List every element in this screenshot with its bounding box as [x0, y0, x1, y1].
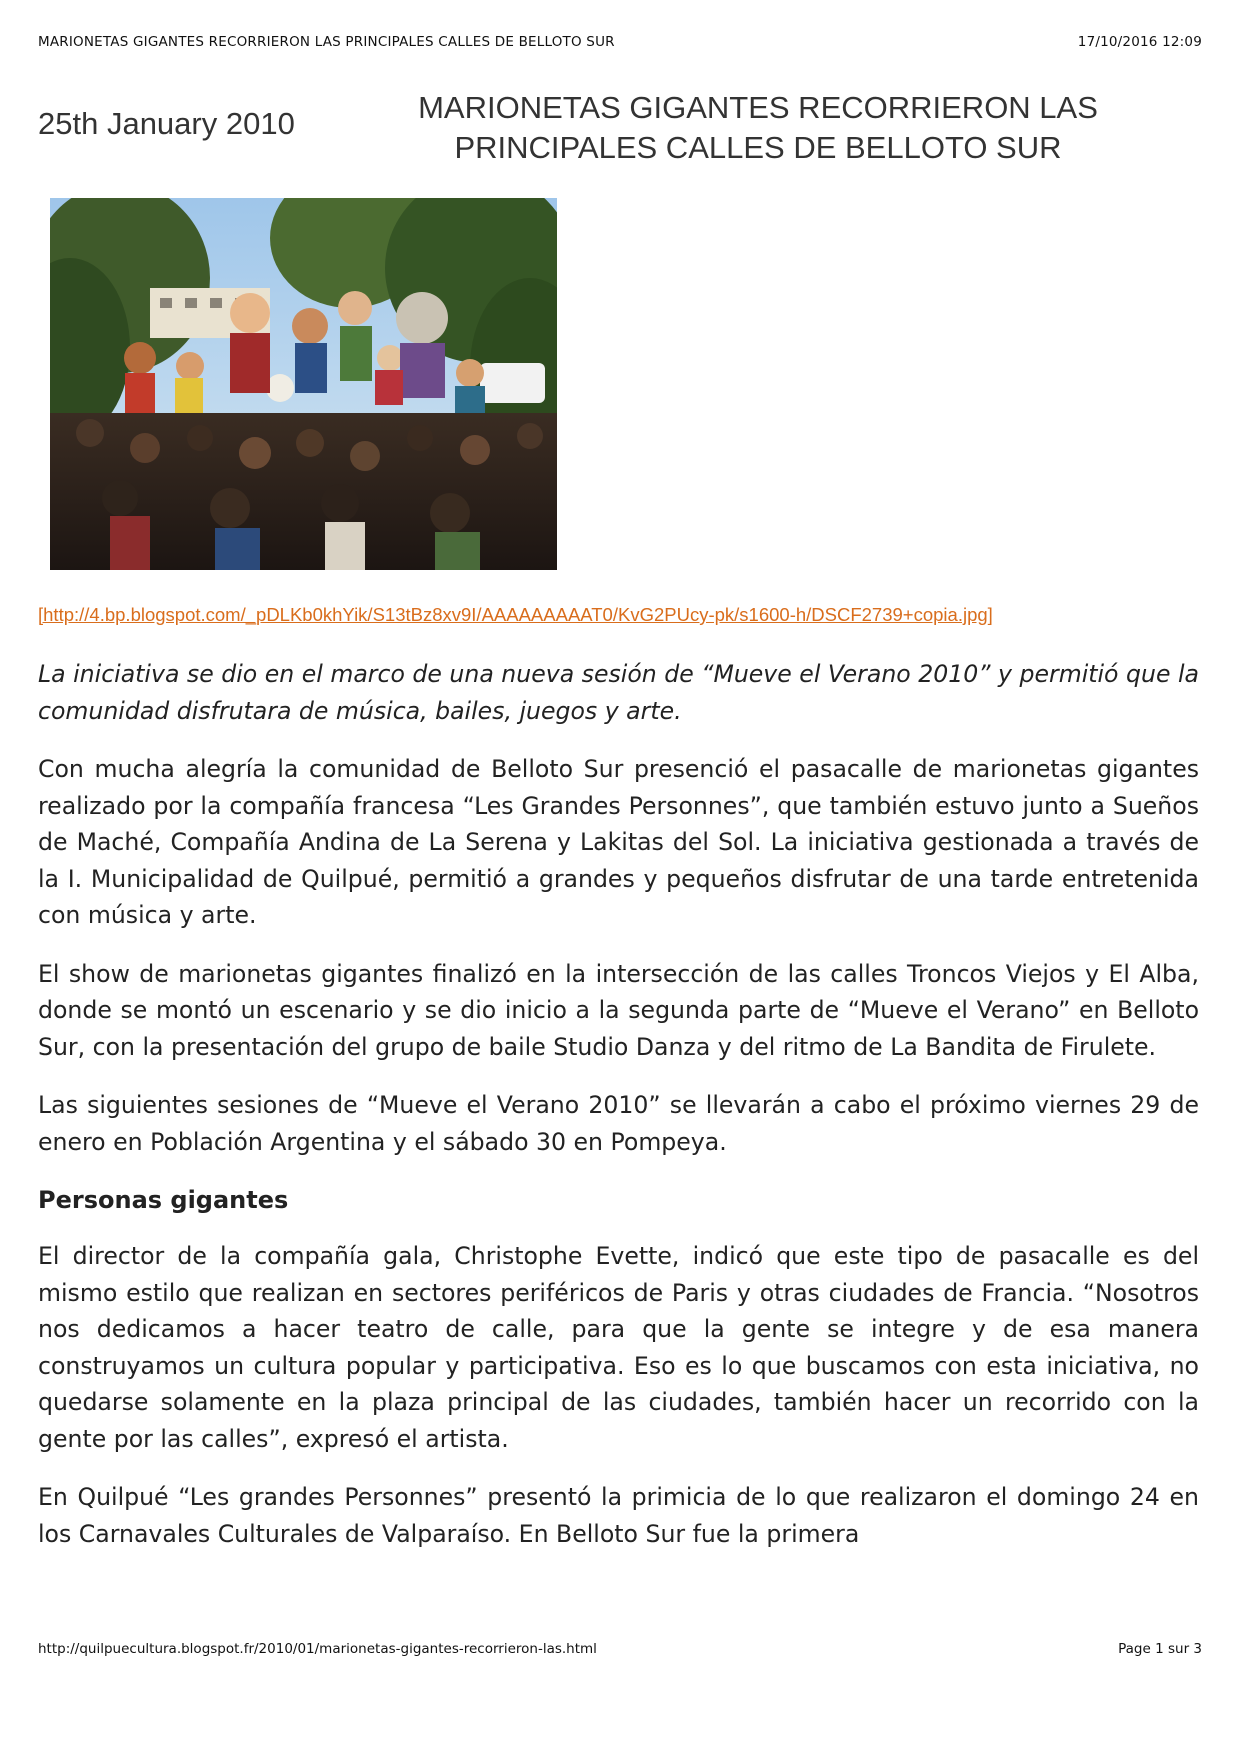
- post-lead: La iniciativa se dio en el marco de una nueva sesión de “Mueve el Verano 2010” y permitió que la comunidad disfrutara de música, bailes, juegos y arte.: [38, 660, 1199, 725]
- print-header: [38, 34, 1202, 50]
- paragraph: Con mucha alegría la comunidad de Belloto Sur presenció el pasacalle de marionetas gigantes realizado por la compañía francesa “Les Grandes Personnes”, que también estuvo junto a Sueños de Maché, Compañía Andina de La Serena y Lakitas del Sol. La iniciativa gestionada a través de la I. Municipalidad de Quilpué, permitió a grandes y pequeños disfrutar de una tarde entretenida con música y arte.: [38, 755, 1199, 929]
- post-title: MARIONETAS GIGANTES RECORRIERON LAS PRINCIPALES CALLES DE BELLOTO SUR: [418, 90, 1098, 165]
- post-date: 25th January 2010: [38, 106, 295, 141]
- post-body: [38, 656, 1199, 1574]
- puppet-parade-photo: [50, 198, 557, 570]
- paragraph: El show de marionetas gigantes finalizó en la intersección de las calles Troncos Viejos y El Alba, donde se montó un escenario y se dio inicio a la segunda parte de “Mueve el Verano” en Belloto Sur, con la presentación del grupo de baile Studio Danza y del ritmo de La Bandita de Firulete.: [38, 959, 1199, 1061]
- post-photo[interactable]: [50, 198, 557, 570]
- paragraph: En Quilpué “Les grandes Personnes” presentó la primicia de lo que realizaron el domingo 24 en los Carnavales Culturales de Valparaíso. En Belloto Sur fue la primera: [38, 1483, 1199, 1548]
- print-footer-page: Page 1 sur 3: [1118, 1641, 1202, 1657]
- print-header-timestamp: 17/10/2016 12:09: [1077, 34, 1202, 50]
- image-source-link[interactable]: [http://4.bp.blogspot.com/_pDLKb0khYik/S13tBz8xv9I/AAAAAAAAAT0/KvG2PUcy-pk/s1600-h/DSCF2739+copia.jpg]: [38, 604, 993, 625]
- post-header: [38, 88, 1202, 168]
- print-header-title: MARIONETAS GIGANTES RECORRIERON LAS PRINCIPALES CALLES DE BELLOTO SUR: [38, 34, 615, 50]
- paragraph: Las siguientes sesiones de “Mueve el Verano 2010” se llevarán a cabo el próximo viernes 29 de enero en Población Argentina y el sábado 30 en Pompeya.: [38, 1091, 1199, 1156]
- subheading: Personas gigantes: [38, 1186, 289, 1214]
- paragraph: El director de la compañía gala, Christophe Evette, indicó que este tipo de pasacalle es del mismo estilo que realizan en sectores periféricos de Paris y otras ciudades de Francia. “Nosotros nos dedicamos a hacer teatro de calle, para que la gente se integre y de esa manera construyamos un cultura popular y participativa. Eso es lo que buscamos con esta iniciativa, no quedarse solamente en la plaza principal de las ciudades, también hacer un recorrido con la gente por las calles”, expresó el artista.: [38, 1242, 1199, 1453]
- print-footer: [38, 1641, 1202, 1657]
- print-footer-url: http://quilpuecultura.blogspot.fr/2010/01/marionetas-gigantes-recorrieron-las.html: [38, 1641, 597, 1657]
